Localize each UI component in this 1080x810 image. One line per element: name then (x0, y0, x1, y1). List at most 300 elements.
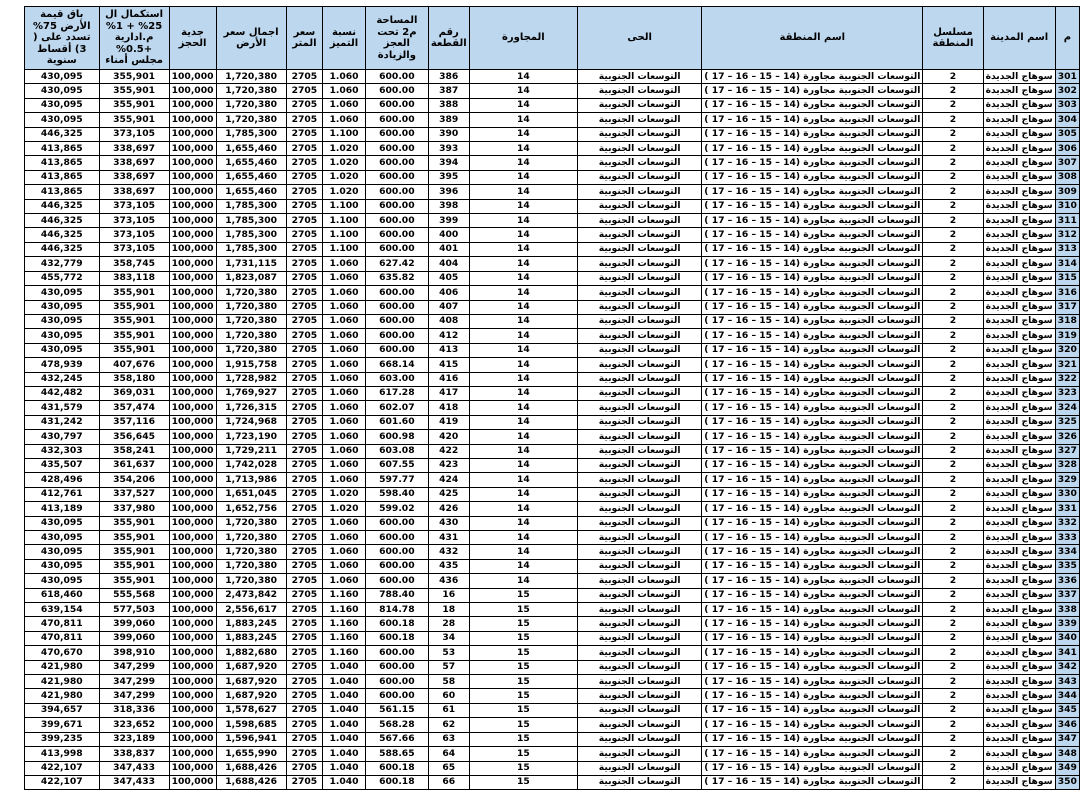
cell-zone-serial: 2 (923, 545, 983, 559)
cell-zone-name: التوسعات الجنوبية مجاورة (14 – 15 – 16 – 17 ) (702, 646, 923, 660)
cell-remaining: 430,095 (25, 84, 100, 98)
cell-remaining: 413,865 (25, 185, 100, 199)
cell-deposit: 100,000 (169, 516, 216, 530)
cell-deposit: 100,000 (169, 214, 216, 228)
cell-total: 1,724,968 (216, 415, 286, 429)
cell-zone-name: التوسعات الجنوبية مجاورة (14 – 15 – 16 – 17 ) (702, 228, 923, 242)
cell-plot: 405 (428, 271, 469, 285)
cell-premium: 1.160 (323, 646, 366, 660)
cell-index: 317 (1055, 300, 1079, 314)
cell-district: التوسعات الجنوبية (578, 84, 702, 98)
cell-city: سوهاج الجديدة (983, 430, 1055, 444)
table-row (25, 98, 1080, 112)
cell-city: سوهاج الجديدة (983, 718, 1055, 732)
cell-remaining: 413,865 (25, 156, 100, 170)
cell-meter-price: 2705 (286, 156, 322, 170)
cell-district: التوسعات الجنوبية (578, 271, 702, 285)
table-row (25, 156, 1080, 170)
cell-premium: 1.040 (323, 675, 366, 689)
cell-premium: 1.040 (323, 718, 366, 732)
cell-district: التوسعات الجنوبية (578, 314, 702, 328)
cell-index: 350 (1055, 775, 1079, 789)
cell-zone-name: التوسعات الجنوبية مجاورة (14 – 15 – 16 – 17 ) (702, 372, 923, 386)
cell-deposit: 100,000 (169, 430, 216, 444)
cell-area: 600.00 (365, 156, 428, 170)
cell-district: التوسعات الجنوبية (578, 574, 702, 588)
header-meter-price: سعر المتر (286, 7, 322, 70)
cell-city: سوهاج الجديدة (983, 170, 1055, 184)
cell-area: 567.66 (365, 732, 428, 746)
cell-remaining: 430,095 (25, 559, 100, 573)
cell-zone-serial: 2 (923, 703, 983, 717)
cell-deposit: 100,000 (169, 170, 216, 184)
cell-neighborhood: 14 (469, 271, 577, 285)
cell-plot: 423 (428, 458, 469, 472)
cell-zone-serial: 2 (923, 127, 983, 141)
cell-premium: 1.060 (323, 545, 366, 559)
cell-total: 1,655,460 (216, 170, 286, 184)
cell-plot: 396 (428, 185, 469, 199)
cell-completion: 355,901 (99, 70, 169, 84)
cell-meter-price: 2705 (286, 703, 322, 717)
cell-deposit: 100,000 (169, 458, 216, 472)
cell-zone-name: التوسعات الجنوبية مجاورة (14 – 15 – 16 – 17 ) (702, 588, 923, 602)
cell-meter-price: 2705 (286, 329, 322, 343)
cell-area: 600.00 (365, 660, 428, 674)
header-area: المساحة م2 تحت العجز والزيادة (365, 7, 428, 70)
cell-zone-name: التوسعات الجنوبية مجاورة (14 – 15 – 16 – 17 ) (702, 545, 923, 559)
cell-neighborhood: 14 (469, 372, 577, 386)
cell-total: 1,785,300 (216, 214, 286, 228)
cell-zone-serial: 2 (923, 718, 983, 732)
cell-meter-price: 2705 (286, 689, 322, 703)
cell-city: سوهاج الجديدة (983, 343, 1055, 357)
cell-neighborhood: 15 (469, 646, 577, 660)
table-row (25, 574, 1080, 588)
cell-completion: 383,118 (99, 271, 169, 285)
cell-district: التوسعات الجنوبية (578, 675, 702, 689)
cell-district: التوسعات الجنوبية (578, 747, 702, 761)
cell-index: 304 (1055, 113, 1079, 127)
cell-total: 1,720,380 (216, 531, 286, 545)
cell-zone-name: التوسعات الجنوبية مجاورة (14 – 15 – 16 – 17 ) (702, 660, 923, 674)
cell-premium: 1.060 (323, 559, 366, 573)
cell-zone-name: التوسعات الجنوبية مجاورة (14 – 15 – 16 – 17 ) (702, 531, 923, 545)
cell-completion: 355,901 (99, 300, 169, 314)
cell-district: التوسعات الجنوبية (578, 516, 702, 530)
cell-area: 588.65 (365, 747, 428, 761)
cell-neighborhood: 15 (469, 747, 577, 761)
table-row (25, 84, 1080, 98)
cell-index: 333 (1055, 531, 1079, 545)
cell-meter-price: 2705 (286, 214, 322, 228)
cell-total: 1,720,380 (216, 113, 286, 127)
cell-index: 308 (1055, 170, 1079, 184)
cell-plot: 34 (428, 631, 469, 645)
cell-completion: 361,637 (99, 458, 169, 472)
cell-remaining: 421,980 (25, 689, 100, 703)
cell-neighborhood: 14 (469, 98, 577, 112)
cell-meter-price: 2705 (286, 199, 322, 213)
cell-city: سوهاج الجديدة (983, 214, 1055, 228)
cell-total: 1,720,380 (216, 329, 286, 343)
cell-district: التوسعات الجنوبية (578, 98, 702, 112)
cell-area: 788.40 (365, 588, 428, 602)
cell-plot: 63 (428, 732, 469, 746)
cell-plot: 425 (428, 487, 469, 501)
cell-neighborhood: 14 (469, 415, 577, 429)
table-row (25, 502, 1080, 516)
cell-plot: 404 (428, 257, 469, 271)
cell-zone-serial: 2 (923, 732, 983, 746)
cell-deposit: 100,000 (169, 675, 216, 689)
table-row (25, 257, 1080, 271)
table-row (25, 386, 1080, 400)
cell-remaining: 428,496 (25, 473, 100, 487)
cell-zone-name: التوسعات الجنوبية مجاورة (14 – 15 – 16 – 17 ) (702, 170, 923, 184)
cell-remaining: 430,095 (25, 98, 100, 112)
cell-premium: 1.020 (323, 170, 366, 184)
cell-deposit: 100,000 (169, 70, 216, 84)
cell-district: التوسعات الجنوبية (578, 113, 702, 127)
cell-total: 1,651,045 (216, 487, 286, 501)
cell-zone-name: التوسعات الجنوبية مجاورة (14 – 15 – 16 – 17 ) (702, 732, 923, 746)
cell-completion: 355,901 (99, 343, 169, 357)
cell-neighborhood: 14 (469, 502, 577, 516)
cell-city: سوهاج الجديدة (983, 487, 1055, 501)
cell-district: التوسعات الجنوبية (578, 401, 702, 415)
cell-district: التوسعات الجنوبية (578, 214, 702, 228)
cell-zone-serial: 2 (923, 386, 983, 400)
header-city: اسم المدينة (983, 7, 1055, 70)
cell-district: التوسعات الجنوبية (578, 473, 702, 487)
cell-index: 323 (1055, 386, 1079, 400)
cell-premium: 1.060 (323, 458, 366, 472)
cell-premium: 1.040 (323, 775, 366, 789)
table-row (25, 516, 1080, 530)
cell-plot: 406 (428, 286, 469, 300)
cell-completion: 355,901 (99, 84, 169, 98)
cell-premium: 1.040 (323, 747, 366, 761)
cell-city: سوهاج الجديدة (983, 617, 1055, 631)
cell-area: 600.00 (365, 574, 428, 588)
cell-neighborhood: 15 (469, 689, 577, 703)
cell-neighborhood: 14 (469, 386, 577, 400)
cell-remaining: 421,980 (25, 675, 100, 689)
cell-district: التوسعات الجنوبية (578, 703, 702, 717)
cell-area: 600.18 (365, 631, 428, 645)
cell-zone-serial: 2 (923, 487, 983, 501)
cell-district: التوسعات الجنوبية (578, 228, 702, 242)
cell-area: 627.42 (365, 257, 428, 271)
cell-plot: 398 (428, 199, 469, 213)
cell-total: 1,688,426 (216, 761, 286, 775)
cell-area: 600.00 (365, 329, 428, 343)
cell-plot: 400 (428, 228, 469, 242)
cell-zone-serial: 2 (923, 603, 983, 617)
cell-completion: 369,031 (99, 386, 169, 400)
cell-total: 1,915,758 (216, 358, 286, 372)
cell-premium: 1.020 (323, 487, 366, 501)
cell-completion: 555,568 (99, 588, 169, 602)
cell-zone-serial: 2 (923, 502, 983, 516)
cell-zone-serial: 2 (923, 775, 983, 789)
cell-neighborhood: 15 (469, 703, 577, 717)
cell-city: سوهاج الجديدة (983, 98, 1055, 112)
table-row (25, 127, 1080, 141)
cell-index: 331 (1055, 502, 1079, 516)
cell-premium: 1.100 (323, 127, 366, 141)
cell-plot: 390 (428, 127, 469, 141)
cell-zone-serial: 2 (923, 531, 983, 545)
cell-meter-price: 2705 (286, 401, 322, 415)
cell-remaining: 478,939 (25, 358, 100, 372)
cell-district: التوسعات الجنوبية (578, 531, 702, 545)
table-row (25, 185, 1080, 199)
cell-district: التوسعات الجنوبية (578, 242, 702, 256)
cell-plot: 28 (428, 617, 469, 631)
cell-meter-price: 2705 (286, 574, 322, 588)
cell-neighborhood: 15 (469, 718, 577, 732)
cell-area: 600.00 (365, 545, 428, 559)
cell-plot: 62 (428, 718, 469, 732)
cell-index: 318 (1055, 314, 1079, 328)
table-row (25, 631, 1080, 645)
cell-completion: 373,105 (99, 214, 169, 228)
cell-district: التوسعات الجنوبية (578, 372, 702, 386)
cell-remaining: 470,811 (25, 631, 100, 645)
cell-city: سوهاج الجديدة (983, 257, 1055, 271)
table-row (25, 487, 1080, 501)
cell-zone-name: التوسعات الجنوبية مجاورة (14 – 15 – 16 – 17 ) (702, 127, 923, 141)
cell-city: سوهاج الجديدة (983, 545, 1055, 559)
cell-plot: 60 (428, 689, 469, 703)
cell-meter-price: 2705 (286, 502, 322, 516)
cell-meter-price: 2705 (286, 170, 322, 184)
cell-deposit: 100,000 (169, 660, 216, 674)
cell-total: 1,731,115 (216, 257, 286, 271)
cell-meter-price: 2705 (286, 747, 322, 761)
table-row (25, 646, 1080, 660)
cell-city: سوهاج الجديدة (983, 185, 1055, 199)
cell-meter-price: 2705 (286, 761, 322, 775)
cell-area: 600.00 (365, 646, 428, 660)
cell-district: التوسعات الجنوبية (578, 761, 702, 775)
cell-zone-name: التوسعات الجنوبية مجاورة (14 – 15 – 16 – 17 ) (702, 473, 923, 487)
cell-remaining: 430,095 (25, 531, 100, 545)
cell-deposit: 100,000 (169, 372, 216, 386)
cell-plot: 394 (428, 156, 469, 170)
cell-meter-price: 2705 (286, 444, 322, 458)
cell-city: سوهاج الجديدة (983, 761, 1055, 775)
cell-premium: 1.040 (323, 689, 366, 703)
table-row (25, 415, 1080, 429)
cell-plot: 393 (428, 142, 469, 156)
cell-zone-name: التوسعات الجنوبية مجاورة (14 – 15 – 16 – 17 ) (702, 487, 923, 501)
cell-zone-serial: 2 (923, 70, 983, 84)
cell-remaining: 394,657 (25, 703, 100, 717)
cell-completion: 355,901 (99, 545, 169, 559)
cell-total: 1,785,300 (216, 199, 286, 213)
cell-completion: 355,901 (99, 516, 169, 530)
cell-city: سوهاج الجديدة (983, 300, 1055, 314)
cell-city: سوهاج الجديدة (983, 142, 1055, 156)
cell-meter-price: 2705 (286, 415, 322, 429)
cell-neighborhood: 14 (469, 516, 577, 530)
cell-remaining: 432,245 (25, 372, 100, 386)
cell-total: 1,596,941 (216, 732, 286, 746)
cell-deposit: 100,000 (169, 156, 216, 170)
cell-meter-price: 2705 (286, 473, 322, 487)
cell-remaining: 446,325 (25, 199, 100, 213)
table-row (25, 531, 1080, 545)
cell-completion: 323,189 (99, 732, 169, 746)
cell-plot: 431 (428, 531, 469, 545)
cell-plot: 424 (428, 473, 469, 487)
cell-zone-name: التوسعات الجنوبية مجاورة (14 – 15 – 16 – 17 ) (702, 98, 923, 112)
cell-zone-name: التوسعات الجنوبية مجاورة (14 – 15 – 16 – 17 ) (702, 84, 923, 98)
header-zone-name: اسم المنطقة (702, 7, 923, 70)
cell-plot: 407 (428, 300, 469, 314)
cell-plot: 57 (428, 660, 469, 674)
cell-total: 1,687,920 (216, 675, 286, 689)
cell-deposit: 100,000 (169, 386, 216, 400)
header-row (25, 7, 1080, 70)
cell-total: 1,742,028 (216, 458, 286, 472)
cell-total: 1,720,380 (216, 70, 286, 84)
header-premium: نسبة التميز (323, 7, 366, 70)
table-row (25, 603, 1080, 617)
cell-total: 1,720,380 (216, 84, 286, 98)
cell-meter-price: 2705 (286, 271, 322, 285)
table-row (25, 358, 1080, 372)
cell-index: 315 (1055, 271, 1079, 285)
cell-remaining: 413,865 (25, 142, 100, 156)
cell-area: 668.14 (365, 358, 428, 372)
cell-zone-serial: 2 (923, 747, 983, 761)
cell-zone-serial: 2 (923, 588, 983, 602)
cell-area: 600.00 (365, 314, 428, 328)
cell-total: 1,720,380 (216, 545, 286, 559)
cell-area: 600.00 (365, 242, 428, 256)
cell-district: التوسعات الجنوبية (578, 617, 702, 631)
cell-premium: 1.060 (323, 98, 366, 112)
cell-plot: 61 (428, 703, 469, 717)
cell-remaining: 431,242 (25, 415, 100, 429)
cell-zone-name: التوسعات الجنوبية مجاورة (14 – 15 – 16 – 17 ) (702, 314, 923, 328)
cell-neighborhood: 14 (469, 286, 577, 300)
table-body (25, 70, 1080, 790)
cell-total: 1,720,380 (216, 343, 286, 357)
cell-city: سوهاج الجديدة (983, 386, 1055, 400)
cell-zone-name: التوسعات الجنوبية مجاورة (14 – 15 – 16 – 17 ) (702, 199, 923, 213)
cell-deposit: 100,000 (169, 185, 216, 199)
cell-zone-serial: 2 (923, 228, 983, 242)
cell-neighborhood: 14 (469, 257, 577, 271)
cell-premium: 1.060 (323, 574, 366, 588)
cell-zone-name: التوسعات الجنوبية مجاورة (14 – 15 – 16 – 17 ) (702, 430, 923, 444)
cell-city: سوهاج الجديدة (983, 444, 1055, 458)
table-row (25, 228, 1080, 242)
cell-total: 1,729,211 (216, 444, 286, 458)
cell-premium: 1.100 (323, 228, 366, 242)
cell-meter-price: 2705 (286, 228, 322, 242)
cell-zone-serial: 2 (923, 372, 983, 386)
cell-plot: 436 (428, 574, 469, 588)
cell-zone-name: التوسعات الجنوبية مجاورة (14 – 15 – 16 – 17 ) (702, 386, 923, 400)
spreadsheet (24, 6, 1080, 790)
cell-premium: 1.040 (323, 761, 366, 775)
cell-meter-price: 2705 (286, 775, 322, 789)
cell-index: 345 (1055, 703, 1079, 717)
cell-completion: 338,697 (99, 142, 169, 156)
cell-area: 607.55 (365, 458, 428, 472)
cell-index: 336 (1055, 574, 1079, 588)
cell-district: التوسعات الجنوبية (578, 142, 702, 156)
cell-plot: 386 (428, 70, 469, 84)
cell-remaining: 639,154 (25, 603, 100, 617)
cell-remaining: 430,095 (25, 545, 100, 559)
cell-index: 348 (1055, 747, 1079, 761)
cell-area: 617.28 (365, 386, 428, 400)
cell-remaining: 446,325 (25, 214, 100, 228)
cell-plot: 418 (428, 401, 469, 415)
cell-meter-price: 2705 (286, 343, 322, 357)
cell-zone-name: التوسعات الجنوبية مجاورة (14 – 15 – 16 – 17 ) (702, 185, 923, 199)
table-row (25, 214, 1080, 228)
cell-zone-name: التوسعات الجنوبية مجاورة (14 – 15 – 16 – 17 ) (702, 156, 923, 170)
cell-completion: 357,474 (99, 401, 169, 415)
cell-zone-serial: 2 (923, 675, 983, 689)
cell-zone-serial: 2 (923, 98, 983, 112)
cell-meter-price: 2705 (286, 559, 322, 573)
table-row (25, 113, 1080, 127)
cell-deposit: 100,000 (169, 545, 216, 559)
cell-index: 324 (1055, 401, 1079, 415)
cell-zone-name: التوسعات الجنوبية مجاورة (14 – 15 – 16 – 17 ) (702, 574, 923, 588)
cell-plot: 415 (428, 358, 469, 372)
cell-deposit: 100,000 (169, 98, 216, 112)
cell-area: 600.18 (365, 617, 428, 631)
cell-premium: 1.060 (323, 444, 366, 458)
cell-total: 1,652,756 (216, 502, 286, 516)
cell-city: سوهاج الجديدة (983, 458, 1055, 472)
cell-index: 307 (1055, 156, 1079, 170)
cell-meter-price: 2705 (286, 113, 322, 127)
cell-district: التوسعات الجنوبية (578, 329, 702, 343)
cell-premium: 1.160 (323, 603, 366, 617)
cell-premium: 1.060 (323, 70, 366, 84)
cell-premium: 1.060 (323, 358, 366, 372)
cell-zone-serial: 2 (923, 199, 983, 213)
cell-premium: 1.020 (323, 156, 366, 170)
cell-area: 561.15 (365, 703, 428, 717)
cell-zone-name: التوسعات الجنوبية مجاورة (14 – 15 – 16 – 17 ) (702, 458, 923, 472)
cell-plot: 413 (428, 343, 469, 357)
cell-index: 319 (1055, 329, 1079, 343)
cell-city: سوهاج الجديدة (983, 358, 1055, 372)
cell-total: 1,598,685 (216, 718, 286, 732)
cell-district: التوسعات الجنوبية (578, 545, 702, 559)
header-total: اجمال سعر الأرض (216, 7, 286, 70)
header-completion: استكمال ال 25% + 1% م.ادارية +0.5% مجلس أمناء (99, 7, 169, 70)
table-row (25, 199, 1080, 213)
cell-plot: 395 (428, 170, 469, 184)
cell-area: 635.82 (365, 271, 428, 285)
cell-remaining: 430,095 (25, 70, 100, 84)
cell-district: التوسعات الجنوبية (578, 70, 702, 84)
cell-meter-price: 2705 (286, 142, 322, 156)
